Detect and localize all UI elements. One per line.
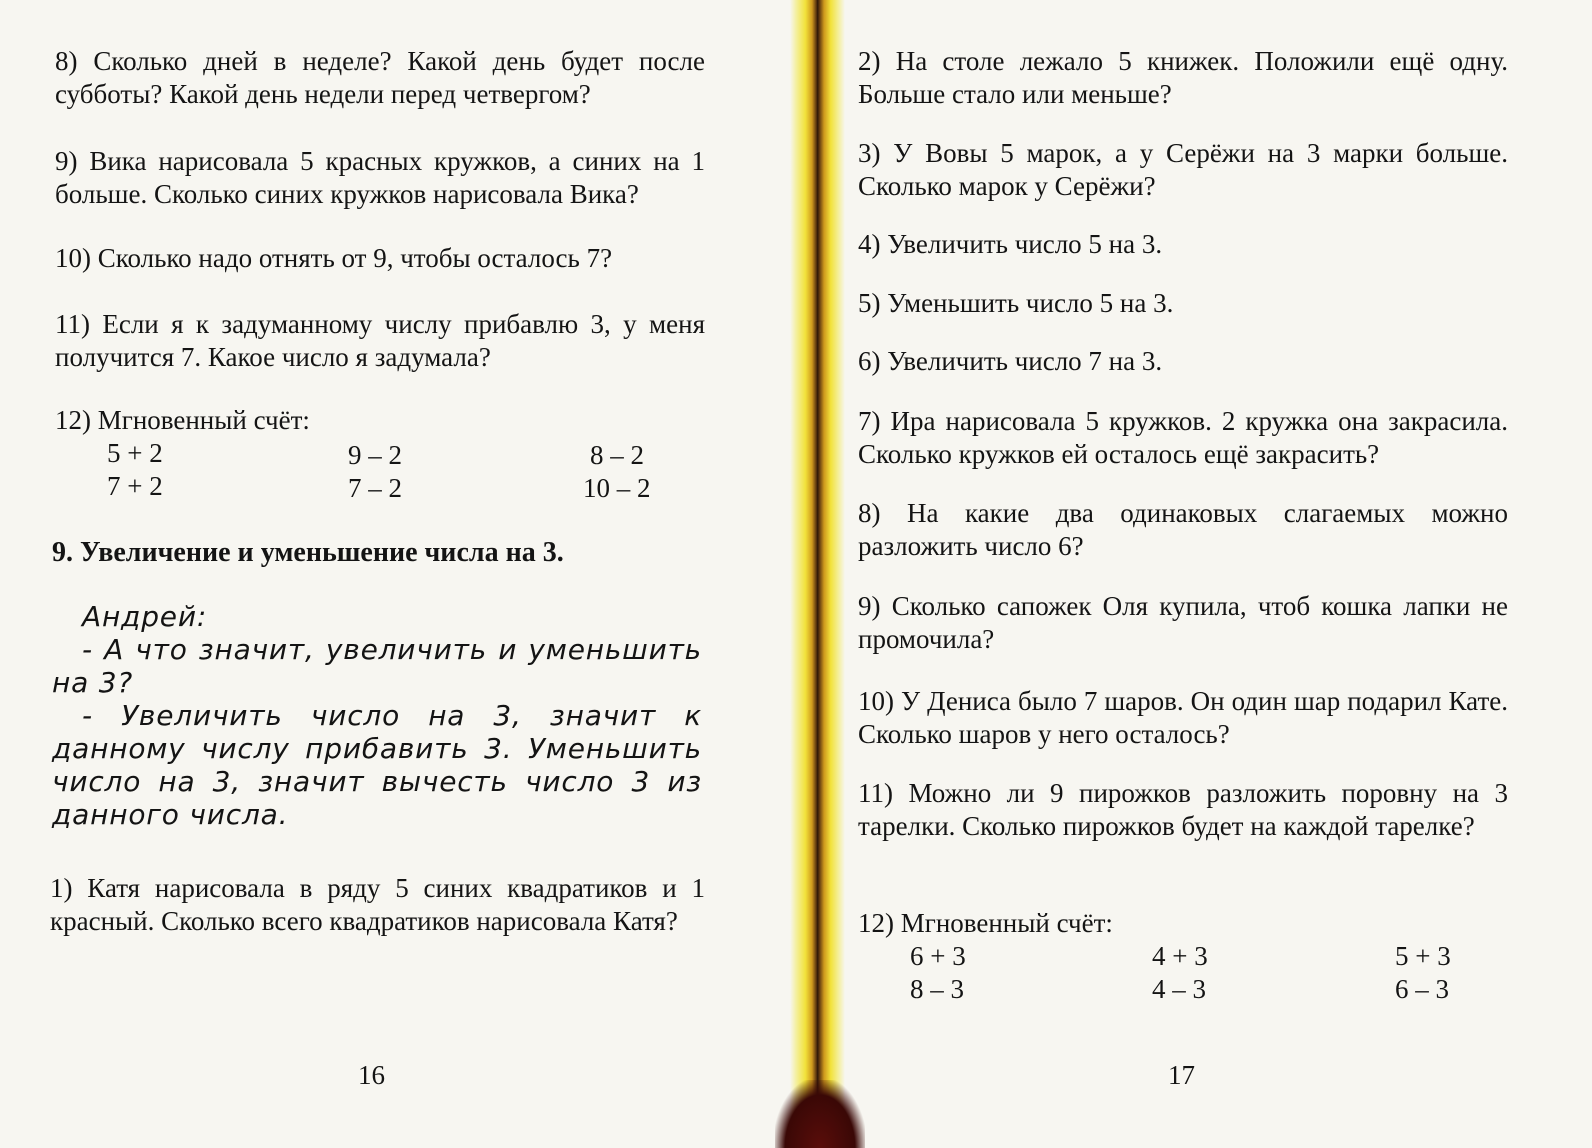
calc-item: 4 – 3 (1152, 974, 1206, 1004)
right-page (845, 0, 1592, 1148)
calc-item: 7 + 2 (107, 471, 163, 501)
question-9: 9) Вика нарисовала 5 красных кружков, а синих на 1 больше. Сколько синих кружков нарисовала Вика? (55, 146, 705, 209)
question-10: 10) У Дениса было 7 шаров. Он один шар подарил Кате. Сколько шаров у него осталось? (858, 686, 1508, 749)
question-2: 2) На столе лежало 5 книжек. Положили ещё одну. Больше стало или меньше? (858, 46, 1508, 109)
question-9: 9) Сколько сапожек Оля купила, чтоб кошка лапки не промочила? (858, 591, 1508, 654)
book-spine (790, 0, 845, 1148)
question-8: 8) Сколько дней в неделе? Какой день будет после субботы? Какой день недели перед четвергом? (55, 46, 705, 109)
question-1: 1) Катя нарисовала в ряду 5 синих квадратиков и 1 красный. Сколько всего квадратиков нарисовала Катя? (50, 873, 705, 936)
calc-item: 7 – 2 (348, 473, 402, 503)
calc-item: 9 – 2 (348, 440, 402, 470)
question-4: 4) Увеличить число 5 на 3. (858, 229, 1163, 259)
quick-calc-title: 12) Мгновенный счёт: (55, 405, 310, 435)
question-11: 11) Если я к задуманному числу прибавлю 3, у меня получится 7. Какое число я задумала? (55, 309, 705, 372)
question-8: 8) На какие два одинаковых слагаемых можно разложить число 6? (858, 498, 1508, 561)
left-page (0, 0, 790, 1148)
question-11: 11) Можно ли 9 пирожков разложить поровну на 3 тарелки. Сколько пирожков будет на каждой тарелке? (858, 778, 1508, 841)
dialog-block (52, 600, 702, 831)
calc-item: 8 – 3 (910, 974, 964, 1004)
dialog-line: - А что значит, увеличить и уменьшить на 3? (52, 633, 702, 699)
dialog-speaker: Андрей: (82, 600, 208, 633)
page-number: 16 (358, 1060, 385, 1090)
calc-item: 5 + 3 (1395, 941, 1451, 971)
calc-item: 5 + 2 (107, 438, 163, 468)
section-heading: 9. Увеличение и уменьшение числа на 3. (52, 537, 564, 568)
question-3: 3) У Вовы 5 марок, а у Серёжи на 3 марки больше. Сколько марок у Серёжи? (858, 138, 1508, 201)
calc-item: 6 – 3 (1395, 974, 1449, 1004)
quick-calc-title: 12) Мгновенный счёт: (858, 908, 1113, 938)
question-5: 5) Уменьшить число 5 на 3. (858, 288, 1174, 318)
page-number: 17 (1168, 1060, 1195, 1090)
calc-item: 10 – 2 (583, 473, 651, 503)
calc-item: 4 + 3 (1152, 941, 1208, 971)
question-6: 6) Увеличить число 7 на 3. (858, 346, 1163, 376)
dialog-line: - Увеличить число на 3, значит к данному числу прибавить 3. Уменьшить число на 3, значит вычесть число 3 из данного числа. (52, 699, 702, 831)
question-10: 10) Сколько надо отнять от 9, чтобы осталось 7? (55, 243, 613, 273)
calc-item: 8 – 2 (590, 440, 644, 470)
calc-item: 6 + 3 (910, 941, 966, 971)
question-7: 7) Ира нарисовала 5 кружков. 2 кружка она закрасила. Сколько кружков ей осталось ещё закрасить? (858, 406, 1508, 469)
